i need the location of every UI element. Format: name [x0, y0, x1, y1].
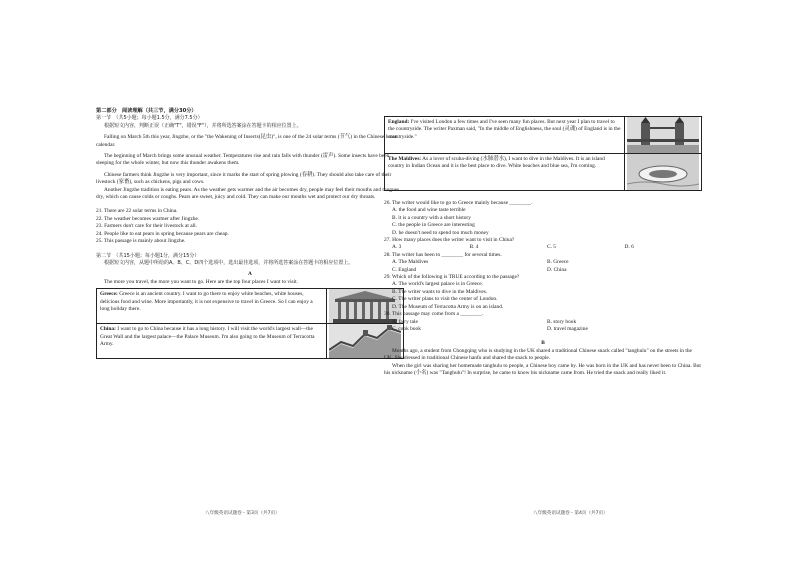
tower-bridge-image [624, 117, 701, 153]
china-row [97, 324, 403, 358]
china-label: China: [100, 326, 116, 333]
passage-b-paragraph: When the girl was sharing her homemade tanghulu to people, a Chinese boy came by. He was born in the UK and has never been to China. But his nickname (小名) was "Tanghulu"! In surprise, he came to know his nickname came from. He tried the snack and really liked it. [384, 362, 701, 376]
question-25: 25. This passage is mainly about Jingzhe. [96, 238, 186, 245]
part-title: 第二部分 阅读理解（共三节，满分30分） [96, 108, 197, 114]
option: C. the people in Greece are interesting [392, 222, 475, 229]
england-text: I've visited London a few times and I've seen many fun places. But next year I plan to travel to the countryside. The writer Paxman said, "In the middle of Englishness, the soul (灵魂) of England is in the countryside." [388, 119, 621, 140]
option: C. The writer plans to visit the center of London. [392, 296, 498, 303]
option: A. the food and wine taste terrible [392, 207, 466, 214]
greece-text: Greece is an ancient country. I want to go there to enjoy white beaches, white houses, delicious food and wine. More importantly, it is not expensive to travel in Greece. So I can enjoy a long holiday there. [100, 291, 313, 312]
england-row [385, 117, 701, 154]
question-22: 22. The weather becomes warmer after Jingzhe. [96, 215, 200, 222]
option: B. Greece [547, 259, 569, 266]
question-26: 26. The writer would like to go to Greece mainly because ________. [384, 200, 533, 206]
options-grid [384, 259, 702, 274]
maldives-label: The Maldives: [388, 156, 422, 162]
option: A. The Maldives [392, 259, 429, 266]
greece-row [97, 289, 403, 324]
section2-title: 第二节 （共15小题；每小题1分，满分15分） [96, 252, 200, 259]
maldives-row [385, 154, 701, 190]
section1-title: 第一节 （共5小题；每小题1.5分，满分7.5分） [96, 115, 203, 122]
option: D. China [547, 266, 567, 273]
option: D. The Museum of Terracotta Army is on an island. [392, 303, 504, 310]
passage-letter-a: A [248, 271, 252, 278]
travel-places-box-left [96, 288, 404, 359]
china-text: I want to go to China because it has a long history. I will visit the world's largest wall—the Great Wall and the largest palace—the Palace Museum. I'm also going to the Museum of Terracotta Army. [100, 326, 315, 347]
question-24: 24. People like to eat pears in spring because pears are cheap. [96, 230, 229, 237]
option: A. 3 [392, 244, 402, 251]
options-grid [384, 319, 702, 334]
option: C. England [392, 266, 417, 273]
page-footer-left: 八年级英语试题卷・第3页（共7页） [205, 511, 280, 516]
option: C. cook book [392, 325, 421, 332]
england-label: England: [388, 119, 410, 125]
option: B. it is a country with a short history [392, 214, 471, 221]
question-27: 27. How many places does the writer want to visit in China? [384, 237, 515, 244]
question-28: 28. The writer has been to ________ for several times. [384, 251, 502, 258]
passage-paragraph: The beginning of March brings some unusual weather. Temperatures rise and rain falls with thunder (雷声). Some insects have been sleeping for the whole winter, but now this thunder awakens them. [96, 153, 390, 167]
passage-paragraph: Another Jingzhe tradition is eating pears. As the weather gets warmer and the air becomes dry, people may feel their mouths and tongues dry, which can cause colds or coughs. Pears are sweet, juicy and cold. They can make our mouths wet and protect our dry throats. [96, 186, 400, 201]
options-row [384, 244, 702, 251]
greece-label: Greece: [100, 291, 118, 298]
passage-paragraph: Falling on March 5th this year, Jingzhe, or the "the Wakening of Insects(昆虫)", is one of the 24 solar terms (节气) in the Chinese lunar calendar. [96, 134, 397, 148]
section1-instructions: 根据短文内容，判断正误（正确"T"，错误"F"），并将所选答案涂在答题卡的相应位置上。 [104, 122, 302, 129]
passage-paragraph: Chinese farmers think Jingzhe is very important, since it marks the start of spring plowing (春耕). They should also take care of their livestock (家畜), such as chickens, pigs and cows. [96, 171, 392, 186]
section2-instructions: 根据短文内容，从题中所给的A、B、C、D四个选项中，选出最佳选项，并将所选答案涂在答题卡的相应位置上。 [104, 259, 354, 266]
option: B. 4 [469, 244, 479, 251]
option: B. story book [547, 318, 577, 325]
option: A. The world's largest palace is in Greece. [392, 281, 484, 288]
option: C. 5 [547, 244, 556, 251]
option: D. 6 [624, 244, 634, 251]
passage-letter-b: B [541, 340, 545, 347]
maldives-text: As a lover of scuba-diving (水肺潜水), I want to dive in the Maldives. It is an island country in Indian Ocean and it is the best place to dive. White beaches and blue sea, I'm coming. [388, 156, 605, 170]
option: B. The writer wants to dive in the Maldives. [392, 288, 488, 295]
right-page [384, 108, 702, 518]
left-page [96, 108, 404, 518]
question-29: 29. Which of the following is TRUE according to the passage? [384, 274, 520, 281]
question-21: 21. There are 22 solar terms in China. [96, 208, 178, 215]
travel-places-box-right [384, 116, 702, 191]
question-30: 30. This passage may come from a ________. [384, 311, 484, 318]
maldives-island-image [624, 154, 701, 190]
option: A. fairy tale [392, 318, 418, 325]
passage-a-intro: The more you travel, the more you want to go. Here are the top four places I want to visit. [104, 278, 299, 285]
option: D. he doesn't need to spend too much money [392, 229, 489, 236]
page-footer-right: 八年级英语试题卷・第4页（共7页） [533, 511, 608, 516]
question-23: 23. Farmers don't care for their livestock at all. [96, 223, 197, 230]
passage-b-paragraph: Months ago, a student from Chongqing who is studying in the UK shared a traditional Chinese snack called "tanghulu" on the streets in the UK. She dressed in traditional Chinese hanfu and shared the snack to people. [384, 347, 692, 362]
option: D. travel magazine [547, 325, 588, 332]
